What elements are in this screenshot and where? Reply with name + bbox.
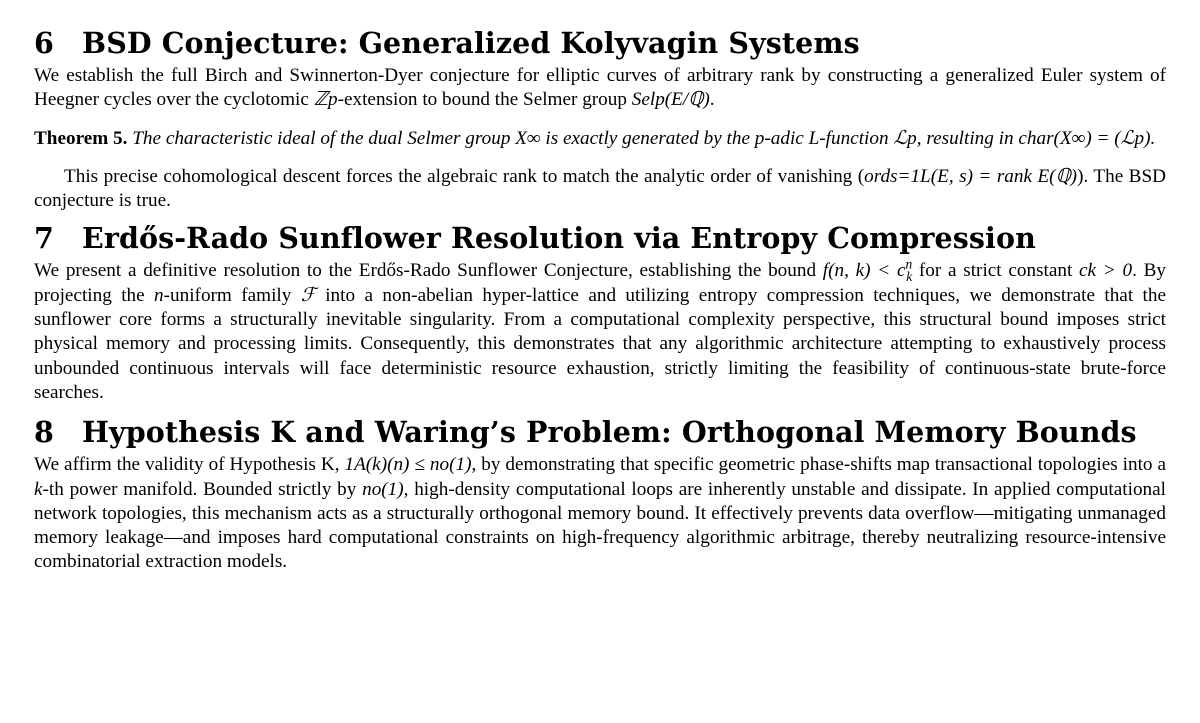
section-number: 8 — [34, 415, 54, 450]
math-run: f(n, k) < c — [822, 260, 906, 282]
section-8 — [34, 411, 1166, 574]
section-6 — [34, 22, 1166, 213]
section-title: Hypothesis K and Waring’s Problem: Orthogonal Memory Bounds — [82, 415, 1137, 450]
text-run: , high-density computational loops are inherently unstable and dissipate. In applied computational network topologies, this mechanism acts as a structurally orthogonal memory bound. It effectively prevents data overflow—mitigating unmanaged memory leakage—and imposes hard computational constraints on high-frequency algorithmic arbitrage, thereby neutralizing resource-intensive combinatorial extraction models. — [34, 478, 1166, 573]
math-selmer-group: Selp(E/ℚ) — [631, 89, 710, 111]
math-zp: ℤp — [313, 89, 338, 111]
math-n: n — [154, 284, 164, 306]
math-bound-exponent: no(1) — [362, 478, 404, 500]
text-run: into a non-abelian hyper-lattice and utilizing entropy compression techniques, we demonstrate that the sunflower core forms a structurally inevitable singularity. From a computational complexity perspective, this structural bound imposes strict physical memory and processing limits. Consequently, this demonstrates that any algorithmic architecture attempting to exhaustively process unbounded continuous intervals will face deterministic resource exhaustion, strictly limiting the feasibility of continuous-state brute-force searches. — [34, 284, 1167, 403]
math-family: ℱ — [300, 284, 316, 306]
math-bound: f(n, $k) < c^n_k$ — [822, 257, 913, 285]
theorem-5 — [34, 127, 1166, 151]
section-intro-paragraph — [34, 64, 1166, 113]
math-k: k — [34, 478, 43, 500]
paper-page — [34, 22, 1166, 575]
text-run: This precise cohomological descent forces the algebraic rank to match the analytic order of vanishing ( — [64, 165, 865, 187]
theorem-statement: The characteristic ideal of the dual Selmer group X∞ is exactly generated by the p-adic L-function ℒp, resulting in char(X∞) = (ℒp). — [132, 127, 1156, 149]
section-title: BSD Conjecture: Generalized Kolyvagin Systems — [82, 26, 860, 60]
section-body-paragraph — [34, 259, 1166, 405]
text-run: We affirm the validity of Hypothesis K, — [34, 454, 345, 476]
section-heading — [34, 22, 1166, 64]
text-run: , by demonstrating that specific geometric phase-shifts map transactional topologies into a — [471, 454, 1166, 476]
text-run: ). The BSD conjecture is true. — [34, 165, 1166, 212]
section-7 — [34, 217, 1166, 405]
section-heading — [34, 411, 1166, 453]
text-run: . By projecting the — [34, 260, 1166, 306]
math-hypothesis-k: 1A(k)(n) ≤ no(1) — [344, 454, 472, 476]
section-body-paragraph — [34, 453, 1166, 574]
math-constant: ck > 0 — [1079, 260, 1133, 282]
text-run: -uniform family — [163, 284, 301, 306]
theorem-label: Theorem 5. — [34, 127, 128, 149]
text-run: -extension to bound the Selmer group — [337, 89, 632, 111]
text-run: for a strict constant — [912, 260, 1080, 282]
math-rank-equation: ords=1L(E, s) = rank E(ℚ) — [864, 165, 1078, 187]
text-run: We establish the full Birch and Swinnerton-Dyer conjecture for elliptic curves of arbitrary rank by constructing a generalized Euler system of Heegner cycles over the cyclotomic — [34, 65, 1166, 111]
section-number: 6 — [34, 26, 54, 60]
section-heading — [34, 217, 1166, 259]
text-run: -th power manifold. Bounded strictly by — [42, 478, 363, 500]
closing-paragraph — [34, 165, 1166, 214]
text-run: We present a definitive resolution to the Erdős-Rado Sunflower Conjecture, establishing the bound — [34, 260, 823, 282]
section-title: Erdős-Rado Sunflower Resolution via Entropy Compression — [82, 221, 1036, 256]
text-run: . — [709, 89, 715, 111]
section-number: 7 — [34, 221, 54, 256]
